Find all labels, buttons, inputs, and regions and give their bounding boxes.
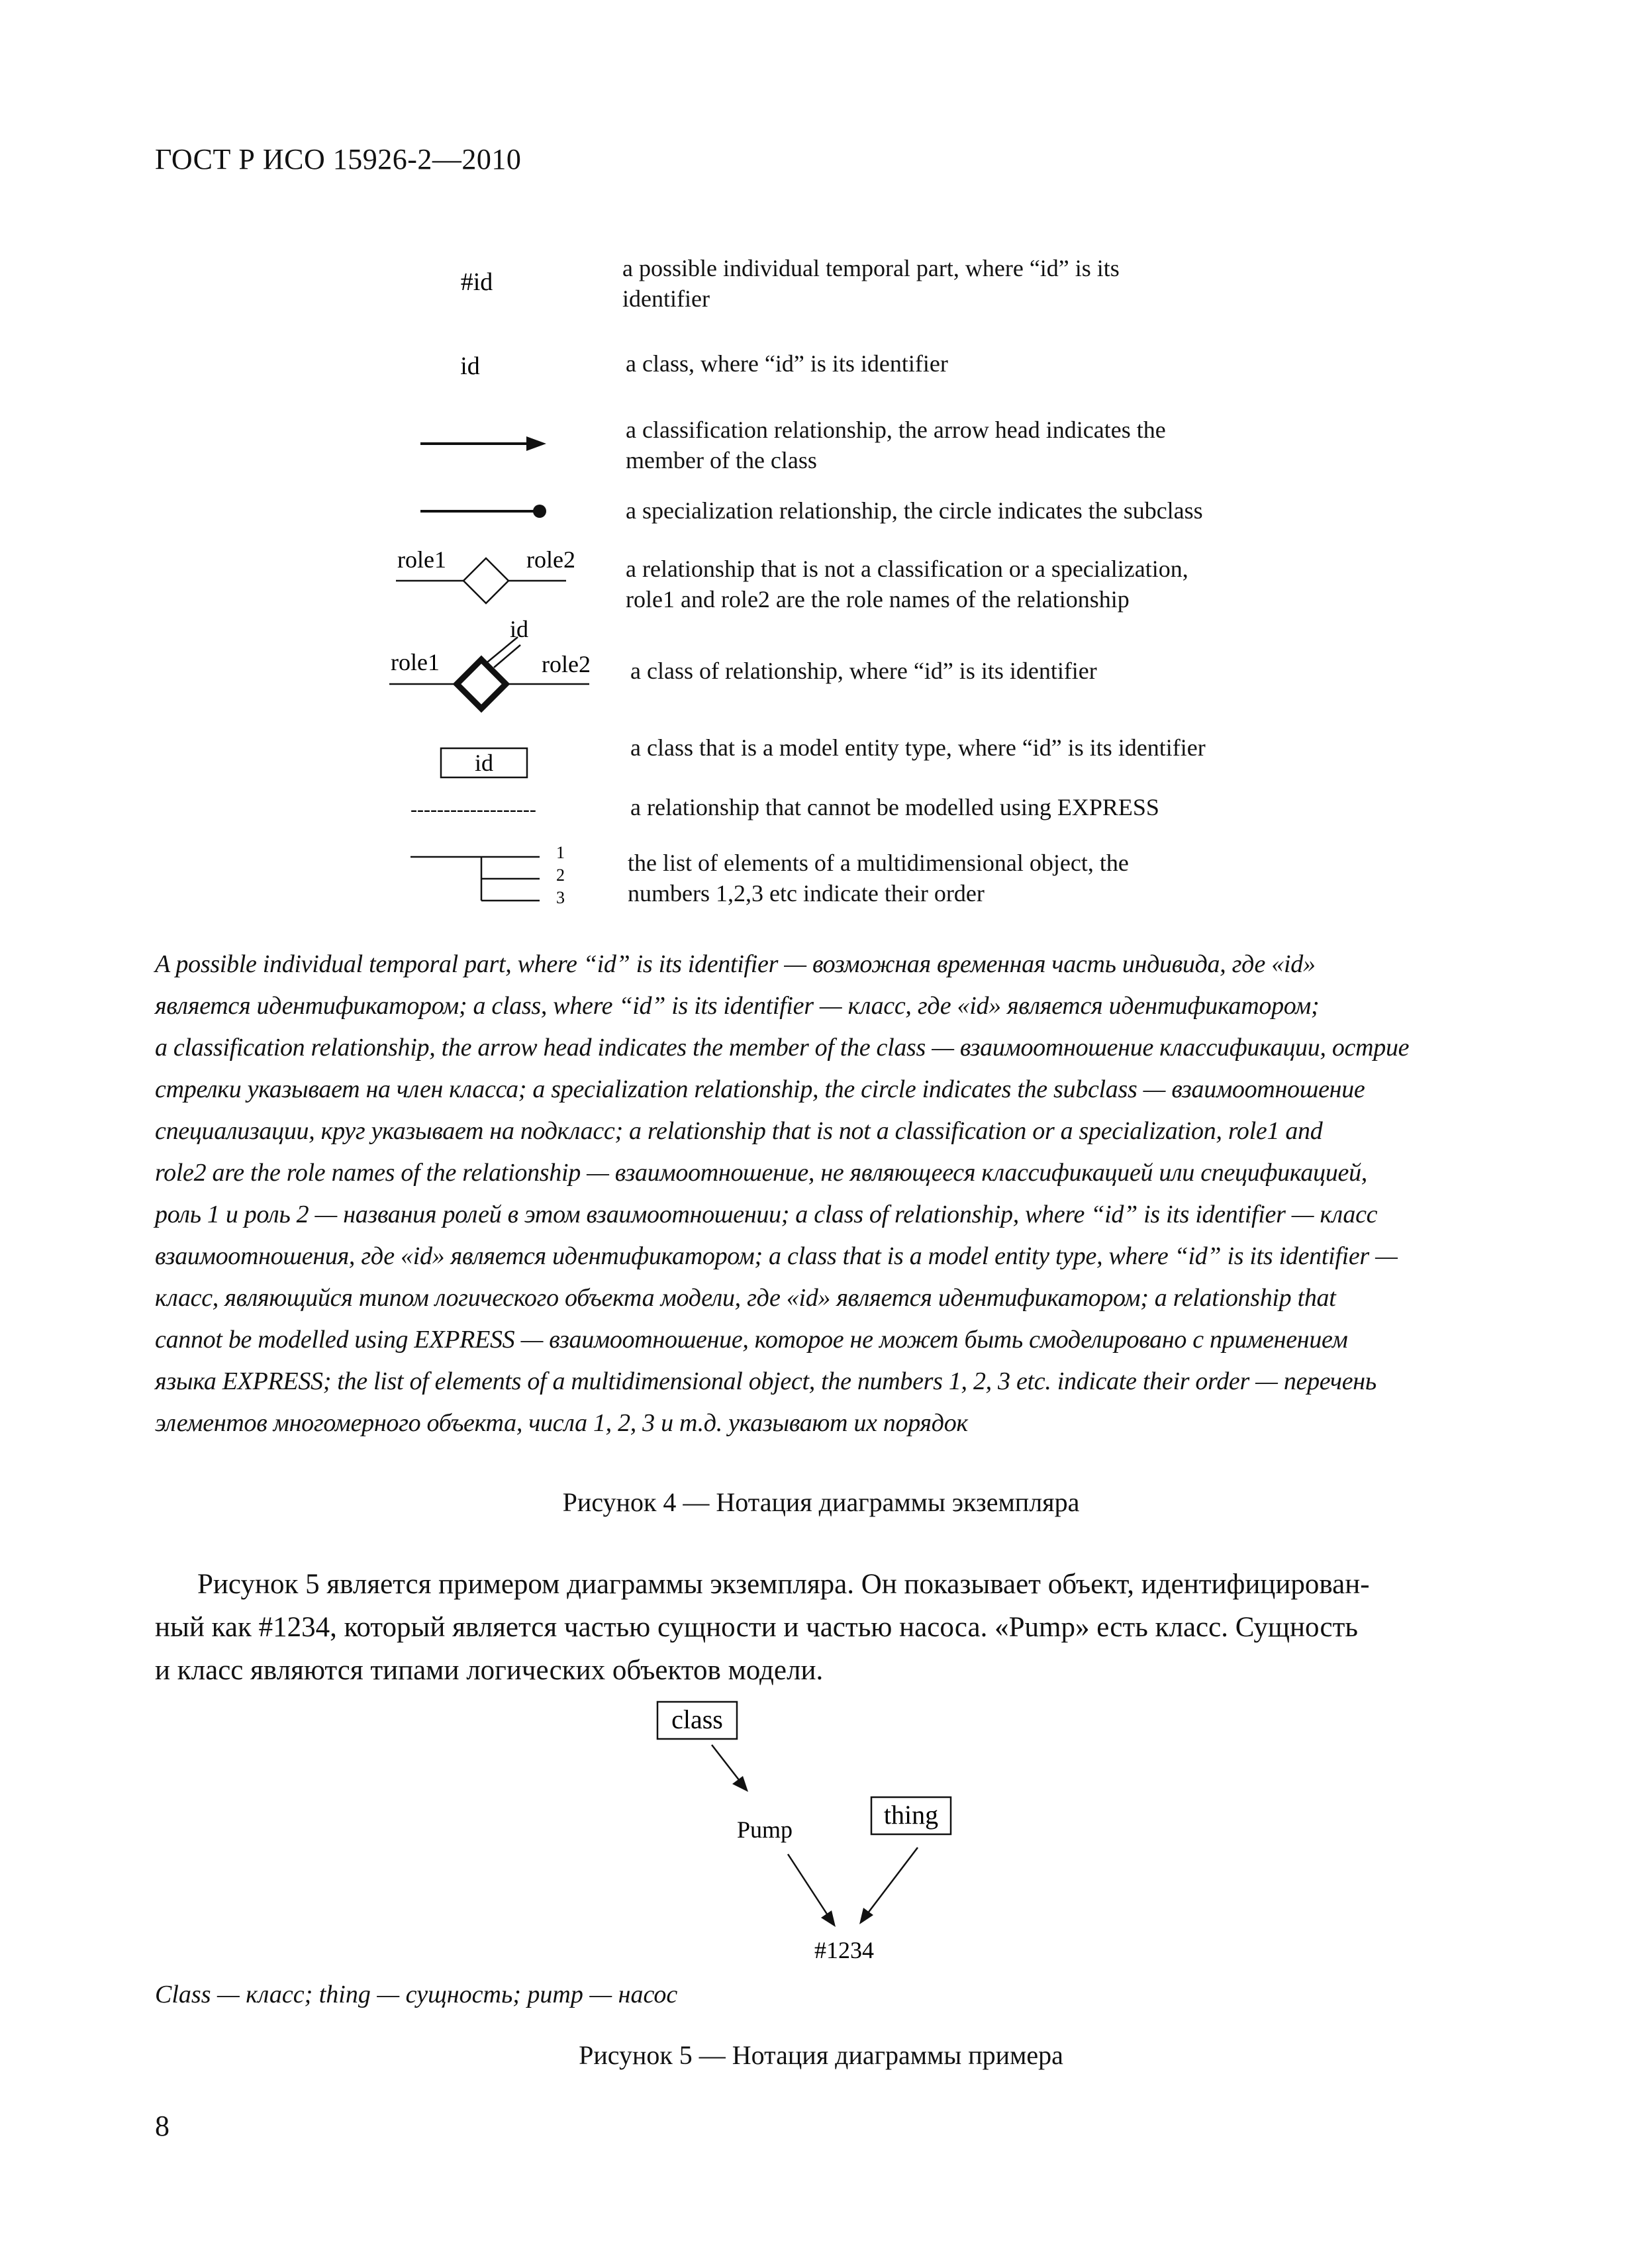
pump-to-instance-arrow bbox=[788, 1854, 836, 1927]
legend-line: элементов многомерного объекта, числа 1, 2, 3 и т.д. указывают их порядок bbox=[155, 1409, 968, 1437]
legend-line: специализации, круг указывает на подкласс; a relationship that is not a classification or a specialization, role1 and bbox=[155, 1117, 1323, 1145]
desc-line: a class of relationship, where “id” is its identifier bbox=[630, 658, 1097, 684]
legend-line: языка EXPRESS; the list of elements of a multidimensional object, the numbers 1, 2, 3 etc. indicate their order — перечень bbox=[155, 1367, 1376, 1395]
desc-line: a class, where “id” is its identifier bbox=[626, 350, 948, 377]
pump-label: Pump bbox=[736, 1816, 793, 1843]
figure4-caption: Рисунок 4 — Нотация диаграммы экземпляра bbox=[562, 1487, 1080, 1517]
document-header: ГОСТ Р ИСО 15926-2—2010 bbox=[155, 143, 522, 175]
desc-line: member of the class bbox=[626, 447, 817, 473]
order-number: 2 bbox=[556, 865, 565, 885]
desc-line: a classification relationship, the arrow head indicates the bbox=[626, 417, 1166, 443]
legend-line: A possible individual temporal part, where “id” is its identifier — возможная временная часть индивида, где «id» bbox=[155, 950, 1316, 978]
role1-label: role1 bbox=[391, 649, 440, 675]
thing-to-instance-arrow bbox=[859, 1848, 918, 1924]
desc-line: numbers 1,2,3 etc indicate their order bbox=[628, 880, 985, 907]
class-label: class bbox=[671, 1704, 723, 1734]
instance-label: #1234 bbox=[814, 1937, 874, 1963]
legend-line: роль 1 и роль 2 — названия ролей в этом взаимоотношении; a class of relationship, where “id” is its identifier — класс bbox=[155, 1201, 1378, 1228]
figure4-legend bbox=[155, 944, 1492, 1444]
thing-box bbox=[871, 1797, 951, 1834]
body-paragraph bbox=[155, 1563, 1492, 1692]
legend-line: cannot be modelled using EXPRESS — взаимоотношение, которое не может быть смоделировано с применением bbox=[155, 1326, 1348, 1354]
desc-temporal-part bbox=[622, 253, 1284, 314]
legend-line: a classification relationship, the arrow head indicates the member of the class — взаимоотношение классификации, острие bbox=[155, 1034, 1410, 1061]
desc-express bbox=[630, 792, 1292, 822]
legend-line: role2 are the role names of the relationship — взаимоотношение, не являющееся классификацией или спецификацией, bbox=[155, 1159, 1367, 1187]
class-of-relationship-symbol bbox=[389, 616, 591, 709]
role1-label: role1 bbox=[397, 546, 446, 573]
desc-line: the list of elements of a multidimensional object, the bbox=[628, 850, 1129, 876]
paragraph-line: ный как #1234, который является частью сущности и частью насоса. «Pump» есть класс. Сущность bbox=[155, 1612, 1359, 1643]
desc-classification bbox=[626, 415, 1288, 475]
model-entity-type-box-symbol bbox=[441, 748, 527, 777]
role2-label: role2 bbox=[526, 546, 575, 573]
paragraph-line: и класс являются типами логических объектов модели. bbox=[155, 1655, 824, 1686]
order-number: 3 bbox=[556, 888, 565, 907]
specialization-dot-symbol bbox=[420, 505, 546, 518]
desc-line: role1 and role2 are the role names of the relationship bbox=[626, 586, 1130, 613]
boxed-id-label: id bbox=[474, 750, 494, 776]
legend-line: взаимоотношения, где «id» является идентификатором; a class that is a model entity type, where “id” is its identifier — bbox=[155, 1242, 1398, 1270]
paragraph-line: Рисунок 5 является примером диаграммы экземпляра. Он показывает объект, идентифицирован- bbox=[197, 1569, 1370, 1600]
figure5-diagram bbox=[0, 1695, 1642, 1973]
order-number: 1 bbox=[556, 843, 565, 862]
desc-line: a possible individual temporal part, where “id” is its bbox=[622, 255, 1120, 281]
desc-class-of-relationship bbox=[630, 656, 1292, 686]
symbol-class-id: id bbox=[460, 352, 480, 380]
desc-model-entity-type bbox=[630, 732, 1292, 763]
desc-list-of-elements bbox=[628, 848, 1290, 909]
role2-label: role2 bbox=[542, 651, 591, 677]
desc-line: a specialization relationship, the circle indicates the subclass bbox=[626, 497, 1203, 524]
desc-relationship bbox=[626, 554, 1288, 615]
class-box bbox=[657, 1702, 737, 1739]
legend-line: стрелки указывает на член класса; a specialization relationship, the circle indicates the subclass — взаимоотношение bbox=[155, 1075, 1365, 1103]
legend-line: класс, являющийся типом логического объекта модели, где «id» является идентификатором; a relationship that bbox=[155, 1284, 1336, 1312]
class-to-pump-arrow bbox=[712, 1745, 748, 1792]
desc-class bbox=[626, 348, 1288, 379]
desc-line: a relationship that is not a classification or a specialization, bbox=[626, 556, 1188, 582]
desc-line: a relationship that cannot be modelled using EXPRESS bbox=[630, 794, 1159, 820]
desc-line: a class that is a model entity type, where “id” is its identifier bbox=[630, 734, 1206, 761]
desc-line: identifier bbox=[622, 285, 710, 312]
figure5-legend: Class — класс; thing — сущность; pump — насос bbox=[155, 1981, 678, 2008]
classification-arrow-symbol bbox=[420, 436, 546, 451]
page-number: 8 bbox=[155, 2110, 169, 2142]
figure5-caption: Рисунок 5 — Нотация диаграммы примера bbox=[579, 2040, 1063, 2070]
list-of-elements-symbol bbox=[410, 843, 565, 907]
desc-specialization bbox=[626, 495, 1288, 526]
legend-line: является идентификатором; a class, where “id” is its identifier — класс, где «id» является идентификатором; bbox=[155, 992, 1320, 1020]
dashed-line-symbol: ------------------- bbox=[410, 799, 536, 820]
id-label: id bbox=[510, 616, 529, 642]
symbol-temporal-part-id: #id bbox=[460, 268, 493, 296]
thing-label: thing bbox=[883, 1800, 939, 1830]
relationship-diamond-symbol bbox=[396, 546, 575, 603]
